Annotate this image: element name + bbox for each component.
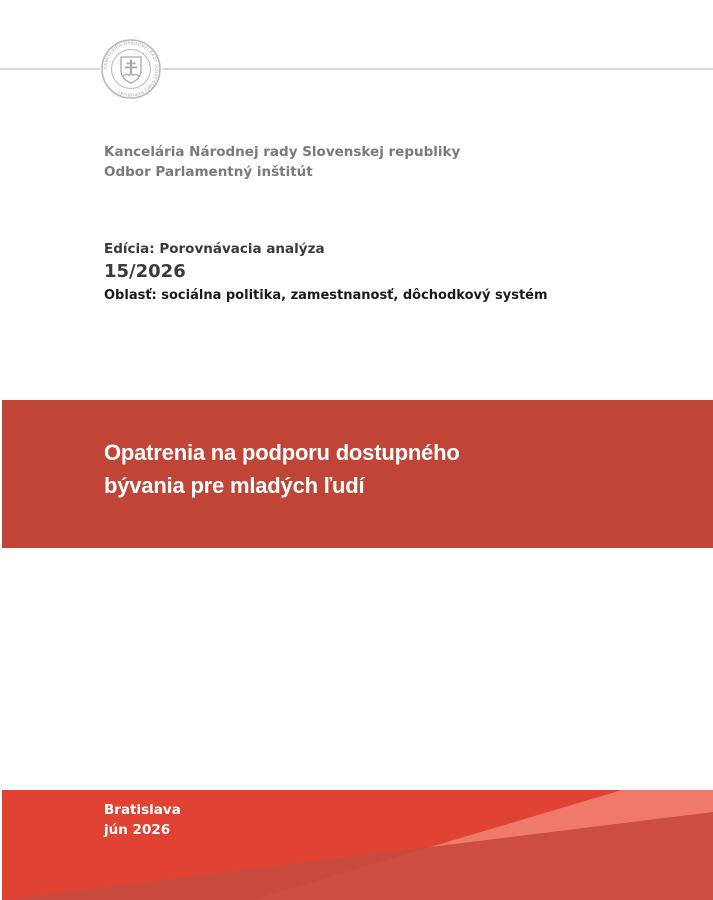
- seal-ring-text: KANCELÁRIA NÁRODNEJ RADY SLOVENSKEJ REPUBLIKY: [102, 40, 160, 98]
- subject-area: Oblasť: sociálna politika, zamestnanosť, dôchodkový systém: [104, 288, 548, 303]
- footer-imprint: [104, 800, 181, 840]
- footer-date: jún 2026: [104, 822, 171, 838]
- document-title-line-1: Opatrenia na podporu dostupného: [104, 440, 460, 465]
- edition-label: Edícia: Porovnávacia analýza: [104, 241, 325, 257]
- parliament-seal-icon: [100, 38, 162, 100]
- footer-city: Bratislava: [104, 802, 181, 818]
- department-name: Odbor Parlamentný inštitút: [104, 164, 313, 180]
- institution-block: [104, 142, 460, 182]
- publication-number: 15/2026: [104, 261, 186, 282]
- institution-name: Kancelária Národnej rady Slovenskej republiky: [104, 144, 461, 160]
- document-title: [104, 436, 460, 502]
- document-title-line-2: bývania pre mladých ľudí: [104, 473, 365, 498]
